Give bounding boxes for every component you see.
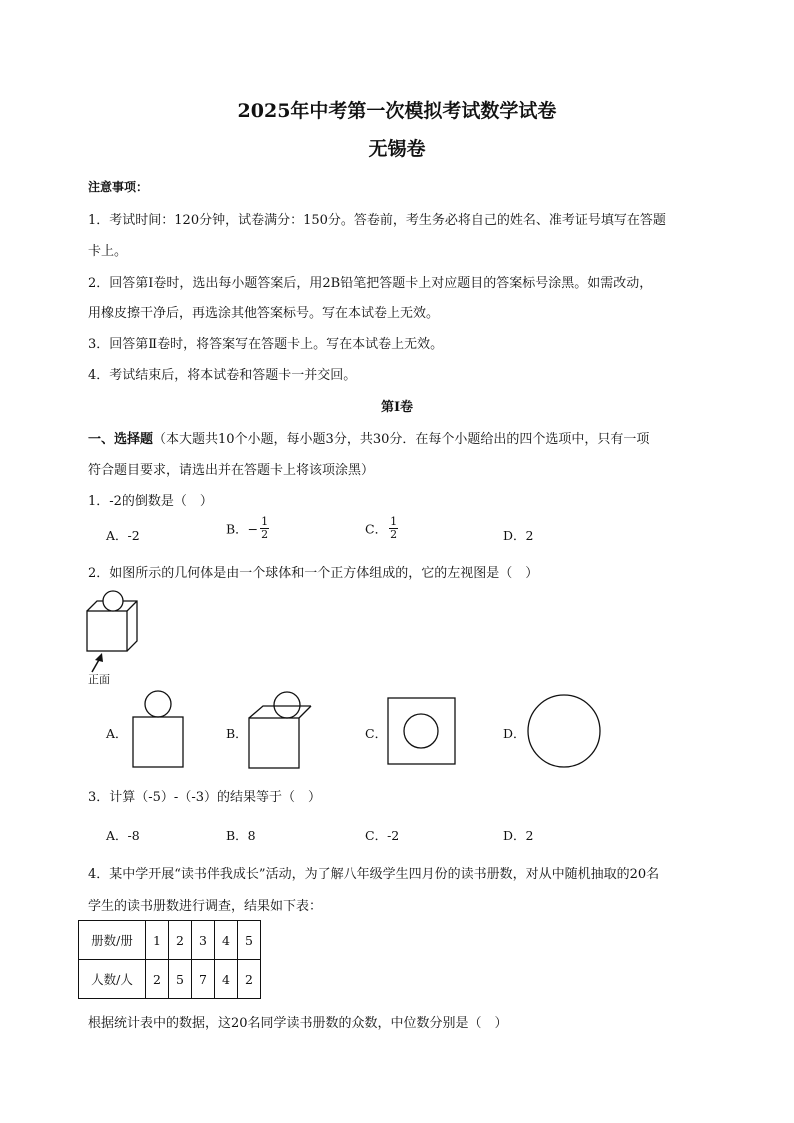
table-cell: 2 — [169, 921, 192, 960]
q1-option-c-fraction — [389, 516, 398, 541]
q2-solid-figure — [80, 588, 150, 668]
table-header-books: 册数/册 — [79, 921, 146, 960]
table-row — [79, 921, 261, 960]
q1-option-c-numerator: 1 — [390, 515, 398, 528]
table-cell: 4 — [215, 960, 238, 999]
q1-option-c — [365, 516, 398, 541]
table-cell: 2 — [238, 960, 261, 999]
note-3: 3．回答第Ⅱ卷时，将答案写在答题卡上。写在本试卷上无效。 — [88, 337, 444, 352]
sphere-circle — [103, 591, 123, 611]
q3-option-a: A．-8 — [106, 828, 140, 843]
note-1-line-1: 1．考试时间：120分钟，试卷满分：150分。答卷前，考生务必将自己的姓名、准考证号填写在答题 — [88, 213, 666, 228]
q2-option-a-figure — [130, 690, 190, 770]
q3-option-b: B．8 — [226, 828, 256, 843]
q2-option-c: C． — [365, 726, 388, 741]
exam-title: 2025年中考第一次模拟考试数学试卷 — [237, 100, 557, 122]
q4-question: 根据统计表中的数据，这20名同学读书册数的众数，中位数分别是（ ） — [88, 1016, 508, 1031]
q2-option-c-figure — [387, 697, 459, 767]
q2-option-d-figure — [526, 693, 602, 769]
q1-option-b-prefix: B．− — [226, 521, 259, 537]
note-2-line-1: 2．回答第Ⅰ卷时，选出每小题答案后，用2B铅笔把答题卡上对应题目的答案标号涂黑。如需改动， — [88, 276, 653, 291]
q4-stem-line-1: 4．某中学开展“读书伴我成长”活动，为了解八年级学生四月份的读书册数，对从中随机抽取的20名 — [88, 867, 660, 882]
q3-option-c: C．-2 — [365, 828, 400, 843]
q1-option-a: A．-2 — [106, 528, 140, 543]
note-1-line-2: 卡上。 — [88, 244, 128, 259]
q1-option-b — [226, 516, 269, 541]
q1-option-b-numerator: 1 — [261, 515, 269, 528]
front-label: 正面 — [88, 673, 110, 686]
q4-stem-line-2: 学生的读书册数进行调查，结果如下表： — [88, 899, 323, 914]
q2-option-a: A． — [106, 726, 128, 741]
q1-option-b-denominator: 2 — [261, 528, 269, 541]
table-cell: 1 — [146, 921, 169, 960]
q1-stem: 1．-2的倒数是（ ） — [88, 494, 213, 509]
q1-option-d: D．2 — [503, 528, 534, 543]
view-arrow-head — [95, 653, 103, 662]
table-cell: 5 — [169, 960, 192, 999]
table-cell: 7 — [192, 960, 215, 999]
cube-edge-right — [127, 601, 137, 611]
q1-option-c-prefix: C． — [365, 521, 388, 537]
cube-front-face — [87, 611, 127, 651]
notes-heading: 注意事项： — [88, 180, 149, 194]
section-1-desc-line-1 — [88, 428, 649, 447]
volume-label: 第Ⅰ卷 — [380, 400, 414, 415]
q2-stem: 2．如图所示的几何体是由一个球体和一个正方体组成的，它的左视图是（ ） — [88, 566, 539, 581]
note-4: 4．考试结束后，将本试卷和答题卡一并交回。 — [88, 368, 357, 383]
table-cell: 2 — [146, 960, 169, 999]
section-1-desc-line-2: 符合题目要求，请选出并在答题卡上将该项涂黑） — [88, 463, 375, 478]
q1-option-b-fraction — [260, 516, 269, 541]
table-row — [79, 960, 261, 999]
q3-option-d: D．2 — [503, 828, 534, 843]
q2-option-b-figure — [245, 690, 315, 770]
exam-subtitle: 无锡卷 — [368, 138, 426, 160]
section-1-desc: （本大题共10个小题，每小题3分，共30分．在每个小题给出的四个选项中，只有一项 — [153, 432, 650, 447]
section-1-label: 一、选择题 — [88, 432, 154, 447]
q3-stem: 3．计算（-5）-（-3）的结果等于（ ） — [88, 790, 321, 805]
q2-option-b: B． — [226, 726, 248, 741]
q4-data-table — [78, 920, 261, 999]
note-2-line-2: 用橡皮擦干净后，再选涂其他答案标号。写在本试卷上无效。 — [88, 306, 440, 321]
q2-option-d: D． — [503, 726, 526, 741]
table-cell: 3 — [192, 921, 215, 960]
q1-option-c-denominator: 2 — [390, 528, 398, 541]
table-header-people: 人数/人 — [79, 960, 146, 999]
table-cell: 4 — [215, 921, 238, 960]
table-cell: 5 — [238, 921, 261, 960]
